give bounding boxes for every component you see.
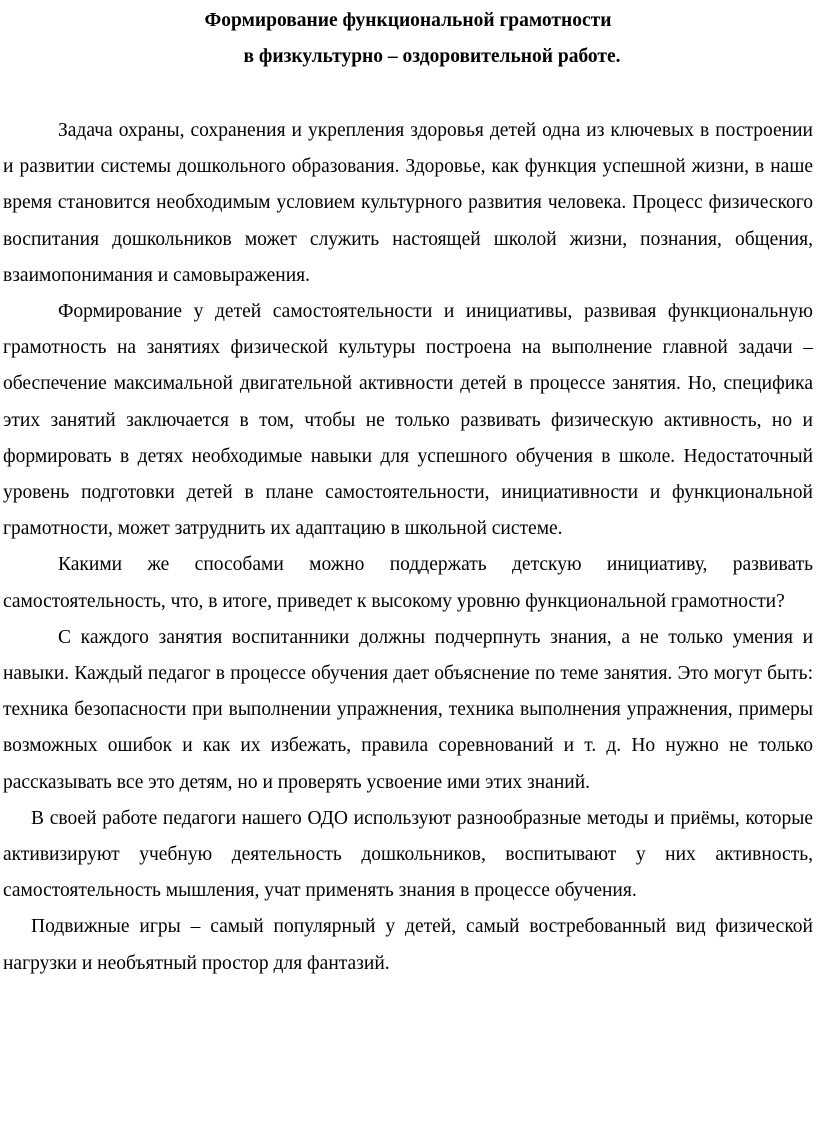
paragraph-5: В своей работе педагоги нашего ОДО используют разнообразные методы и приёмы, которые активизируют учебную деятельность дошкольников, воспитывают у них активность, самостоятельность мышления, учат применять знания в процессе обучения. <box>3 807 813 902</box>
title-line-2: в физкультурно – оздоровительной работе. <box>243 46 621 67</box>
paragraph-3: Какими же способами можно поддержать детскую инициативу, развивать самостоятельность, что, в итоге, приведет к высокому уровню функциональной грамотности? <box>3 554 813 612</box>
paragraph-4: С каждого занятия воспитанники должны подчерпнуть знания, а не только умения и навыки. Каждый педагог в процессе обучения дает объяснение по теме занятия. Это могут быть: техника безопасности при выполнении упражнения, техника выполнения упражнения, примеры возможных ошибок и как их избежать, правила соревнований и т. д. Но нужно не только рассказывать все это детям, но и проверять усвоение ими этих знаний. <box>3 626 813 793</box>
paragraph-2: Формирование у детей самостоятельности и инициативы, развивая функциональную грамотность на занятиях физической культуры построена на выполнение главной задачи – обеспечение максимальной двигательной активности детей в процессе занятия. Но, специфика этих занятий заключается в том, чтобы не только развивать физическую активность, но и формировать в детях необходимые навыки для успешного обучения в школе. Недостаточный уровень подготовки детей в плане самостоятельности, инициативности и функциональной грамотности, может затруднить их адаптацию в школьной системе. <box>3 301 813 540</box>
title-line-1: Формирование функциональной грамотности <box>204 10 612 31</box>
document-title <box>0 0 816 75</box>
paragraph-1: Задача охраны, сохранения и укрепления здоровья детей одна из ключевых в построении и развитии системы дошкольного образования. Здоровье, как функция успешной жизни, в наше время становится необходимым условием культурного развития человека. Процесс физического воспитания дошкольников может служить настоящей школой жизни, познания, общения, взаимопонимания и самовыражения. <box>3 120 813 286</box>
paragraph-6: Подвижные игры – самый популярный у детей, самый востребованный вид физической нагрузки и необъятный простор для фантазий. <box>3 916 813 974</box>
title-spacer <box>0 75 816 113</box>
